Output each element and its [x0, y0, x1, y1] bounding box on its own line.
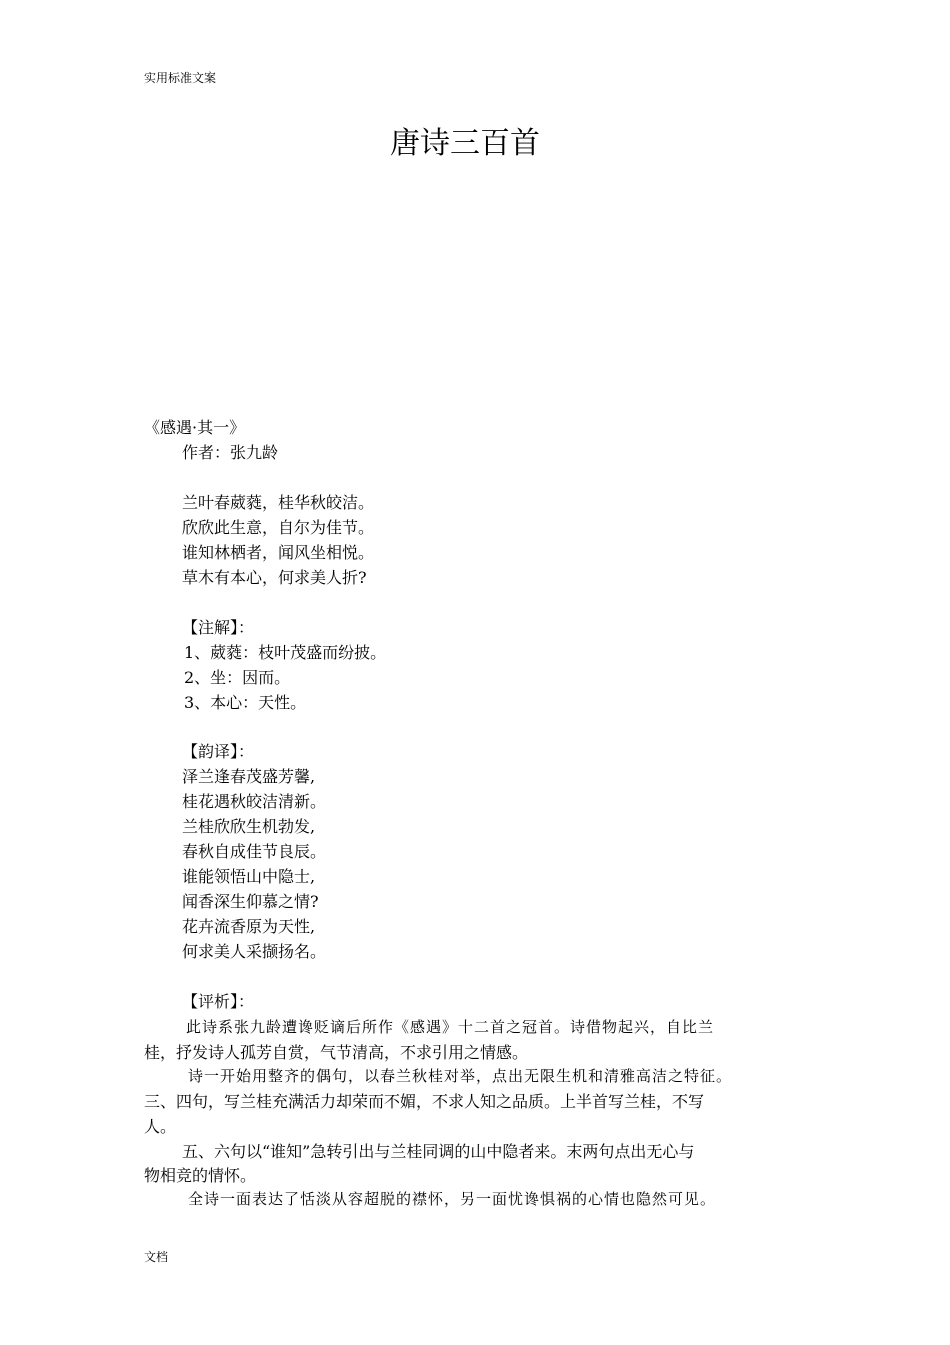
translation-line: 闻香深生仰慕之情? — [182, 892, 319, 911]
commentary-line: 人。 — [144, 1117, 177, 1136]
poem-line: 欣欣此生意，自尔为佳节。 — [182, 518, 375, 537]
translation-line: 花卉流香原为天性, — [182, 917, 316, 936]
poem-line: 草木有本心，何求美人折? — [182, 568, 367, 587]
note-item: 2、坐：因而。 — [184, 668, 291, 687]
poem-line: 兰叶春葳蕤，桂华秋皎洁。 — [182, 493, 375, 512]
commentary-line: 此诗系张九龄遭谗贬谪后所作《感遇》十二首之冠首。诗借物起兴，自比兰 — [186, 1018, 715, 1036]
poem-line: 谁知林栖者，闻风坐相悦。 — [182, 543, 375, 562]
notes-heading: 【注解】： — [182, 618, 255, 637]
poem-author: 作者：张九龄 — [182, 443, 279, 462]
translation-line: 谁能领悟山中隐士, — [182, 867, 316, 886]
commentary-line: 五、六句以“谁知”急转引出与兰桂同调的山中隐者来。末两句点出无心与 — [182, 1142, 695, 1161]
commentary-line: 全诗一面表达了恬淡从容超脱的襟怀，另一面忧谗惧祸的心情也隐然可见。 — [188, 1190, 717, 1208]
note-item: 3、本心：天性。 — [184, 693, 307, 712]
translation-line: 泽兰逢春茂盛芳馨, — [182, 767, 316, 786]
translation-line: 何求美人采撷扬名。 — [182, 942, 327, 961]
page-header: 实用标准文案 — [144, 71, 217, 85]
commentary-heading: 【评析】： — [182, 992, 255, 1011]
translation-line: 兰桂欣欣生机勃发, — [182, 817, 316, 836]
commentary-line: 桂，抒发诗人孤芳自赏，气节清高，不求引用之情感。 — [144, 1043, 529, 1062]
commentary-line: 三、四句，写兰桂充满活力却荣而不媚，不求人知之品质。上半首写兰桂，不写 — [144, 1092, 705, 1111]
poem-title: 《感遇·其一》 — [144, 418, 246, 437]
translation-heading: 【韵译】： — [182, 742, 255, 761]
page-footer: 文档 — [144, 1250, 169, 1264]
translation-line: 桂花遇秋皎洁清新。 — [182, 792, 327, 811]
document-title: 唐诗三百首 — [390, 126, 540, 161]
translation-line: 春秋自成佳节良辰。 — [182, 842, 327, 861]
note-item: 1、葳蕤：枝叶茂盛而纷披。 — [184, 643, 387, 662]
commentary-line: 诗一开始用整齐的偶句，以春兰秋桂对举，点出无限生机和清雅高洁之特征。 — [188, 1067, 733, 1085]
commentary-line: 物相竞的情怀。 — [144, 1166, 257, 1185]
